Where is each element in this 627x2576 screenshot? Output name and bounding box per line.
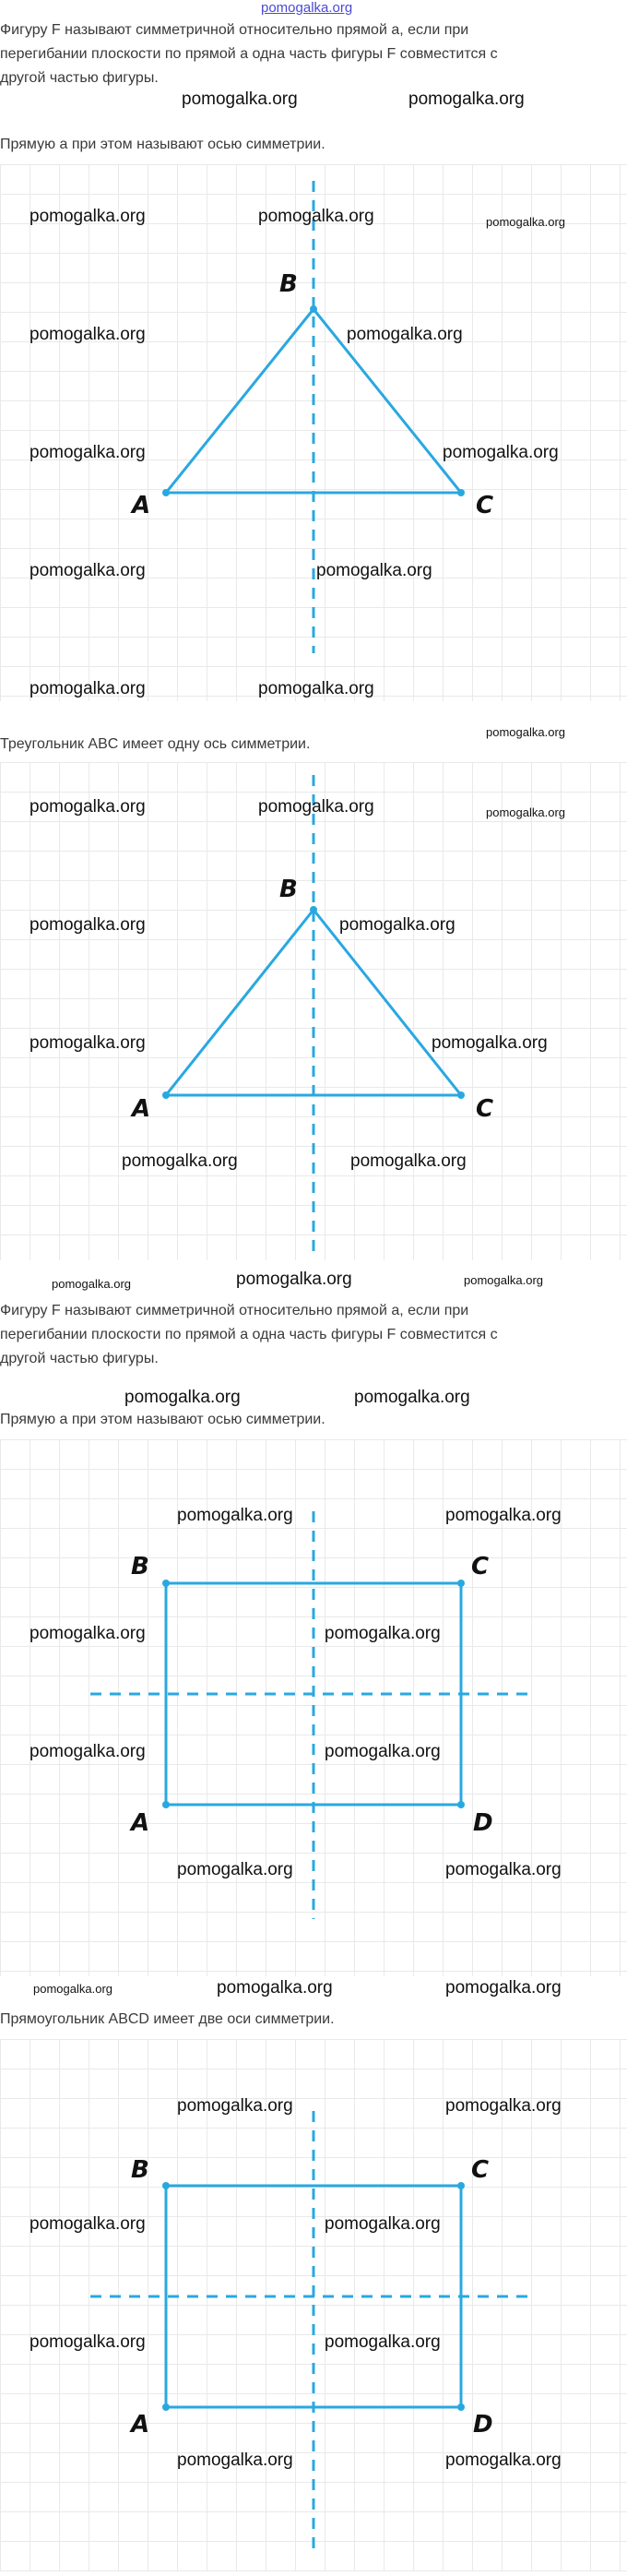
- watermark: pomogalka.org: [325, 2214, 441, 2234]
- vertex-c-point: [457, 489, 465, 496]
- vertex-c-point: [457, 2182, 465, 2189]
- watermark: pomogalka.org: [486, 215, 565, 229]
- watermark: pomogalka.org: [124, 1388, 241, 1407]
- watermark: pomogalka.org: [486, 805, 565, 819]
- vertex-label-a: A: [131, 1809, 150, 1837]
- vertex-a-point: [162, 2403, 170, 2411]
- watermark: pomogalka.org: [258, 679, 374, 698]
- watermark: pomogalka.org: [30, 2214, 146, 2234]
- rectangle-diagram: [0, 2039, 627, 2571]
- axis-definition: Прямую a при этом называют осью симметрии.: [0, 137, 325, 152]
- watermark: pomogalka.org: [325, 2332, 441, 2352]
- watermark: pomogalka.org: [325, 1742, 441, 1761]
- vertex-label-c: C: [476, 492, 494, 519]
- watermark: pomogalka.org: [30, 443, 146, 462]
- watermark: pomogalka.org: [182, 89, 298, 109]
- watermark: pomogalka.org: [30, 561, 146, 580]
- watermark: pomogalka.org: [258, 797, 374, 817]
- vertex-d-point: [457, 2403, 465, 2411]
- watermark: pomogalka.org: [30, 325, 146, 344]
- triangle-caption: Треугольник ABC имеет одну ось симметрии.: [0, 736, 311, 752]
- vertex-b-point: [310, 305, 317, 313]
- vertex-b-point: [162, 1580, 170, 1587]
- watermark: pomogalka.org: [486, 725, 565, 739]
- watermark: pomogalka.org: [408, 89, 525, 109]
- watermark: pomogalka.org: [464, 1273, 543, 1287]
- definition-line: другой частью фигуры.: [0, 70, 159, 86]
- triangle-figure-2: [0, 762, 627, 1260]
- vertex-label-b: B: [279, 876, 298, 903]
- triangle-figure-1: [0, 164, 627, 701]
- watermark: pomogalka.org: [30, 797, 146, 817]
- watermark: pomogalka.org: [217, 1978, 333, 1998]
- watermark: pomogalka.org: [30, 915, 146, 935]
- watermark: pomogalka.org: [122, 1151, 238, 1171]
- vertex-label-d: D: [473, 2411, 493, 2439]
- axis-definition: Прямую a при этом называют осью симметрии.: [0, 1412, 325, 1427]
- watermark: pomogalka.org: [445, 2451, 562, 2470]
- watermark: pomogalka.org: [445, 2096, 562, 2116]
- watermark: pomogalka.org: [339, 915, 455, 935]
- vertex-label-c: C: [471, 1553, 490, 1580]
- watermark: pomogalka.org: [432, 1033, 548, 1053]
- triangle-diagram: [0, 762, 627, 1260]
- watermark: pomogalka.org: [30, 2332, 146, 2352]
- watermark: pomogalka.org: [325, 1624, 441, 1643]
- rectangle-figure-2: [0, 2039, 627, 2571]
- watermark: pomogalka.org: [30, 207, 146, 226]
- definition-line: другой частью фигуры.: [0, 1351, 159, 1366]
- vertex-a-point: [162, 489, 170, 496]
- watermark: pomogalka.org: [445, 1978, 562, 1998]
- vertex-label-b: B: [131, 2156, 149, 2184]
- definition-line: Фигуру F называют симметричной относительно прямой a, если при: [0, 1303, 469, 1318]
- watermark: pomogalka.org: [30, 1624, 146, 1643]
- vertex-label-d: D: [473, 1809, 493, 1837]
- watermark: pomogalka.org: [258, 207, 374, 226]
- vertex-label-c: C: [476, 1095, 494, 1123]
- watermark: pomogalka.org: [33, 1982, 112, 1996]
- definition-paragraph-2: [0, 1299, 627, 1371]
- vertex-b-point: [310, 906, 317, 913]
- watermark: pomogalka.org: [177, 1506, 293, 1525]
- watermark: pomogalka.org: [177, 2096, 293, 2116]
- watermark: pomogalka.org: [236, 1270, 352, 1289]
- watermark: pomogalka.org: [350, 1151, 467, 1171]
- watermark: pomogalka.org: [443, 443, 559, 462]
- definition-line: перегибании плоскости по прямой a одна часть фигуры F совместится с: [0, 46, 498, 62]
- vertex-label-c: C: [471, 2156, 490, 2184]
- definition-line: Фигуру F называют симметричной относительно прямой a, если при: [0, 22, 469, 38]
- vertex-label-b: B: [279, 270, 298, 298]
- watermark: pomogalka.org: [445, 1506, 562, 1525]
- vertex-label-b: B: [131, 1553, 149, 1580]
- watermark: pomogalka.org: [354, 1388, 470, 1407]
- vertex-a-point: [162, 1801, 170, 1808]
- watermark: pomogalka.org: [316, 561, 432, 580]
- watermark: pomogalka.org: [347, 325, 463, 344]
- watermark: pomogalka.org: [177, 2451, 293, 2470]
- vertex-c-point: [457, 1091, 465, 1099]
- site-link[interactable]: pomogalka.org: [261, 0, 353, 16]
- watermark: pomogalka.org: [30, 1742, 146, 1761]
- triangle-diagram: [0, 164, 627, 701]
- watermark: pomogalka.org: [30, 679, 146, 698]
- watermark: pomogalka.org: [52, 1277, 131, 1291]
- vertex-label-a: A: [132, 492, 151, 519]
- watermark: pomogalka.org: [177, 1860, 293, 1879]
- vertex-label-a: A: [132, 1095, 151, 1123]
- watermark: pomogalka.org: [445, 1860, 562, 1879]
- vertex-label-a: A: [131, 2411, 150, 2439]
- vertex-b-point: [162, 2182, 170, 2189]
- vertex-c-point: [457, 1580, 465, 1587]
- watermark: pomogalka.org: [30, 1033, 146, 1053]
- definition-line: перегибании плоскости по прямой a одна часть фигуры F совместится с: [0, 1327, 498, 1342]
- vertex-a-point: [162, 1091, 170, 1099]
- rectangle-caption: Прямоугольник ABCD имеет две оси симметрии.: [0, 2011, 335, 2027]
- definition-paragraph-1: [0, 18, 627, 90]
- vertex-d-point: [457, 1801, 465, 1808]
